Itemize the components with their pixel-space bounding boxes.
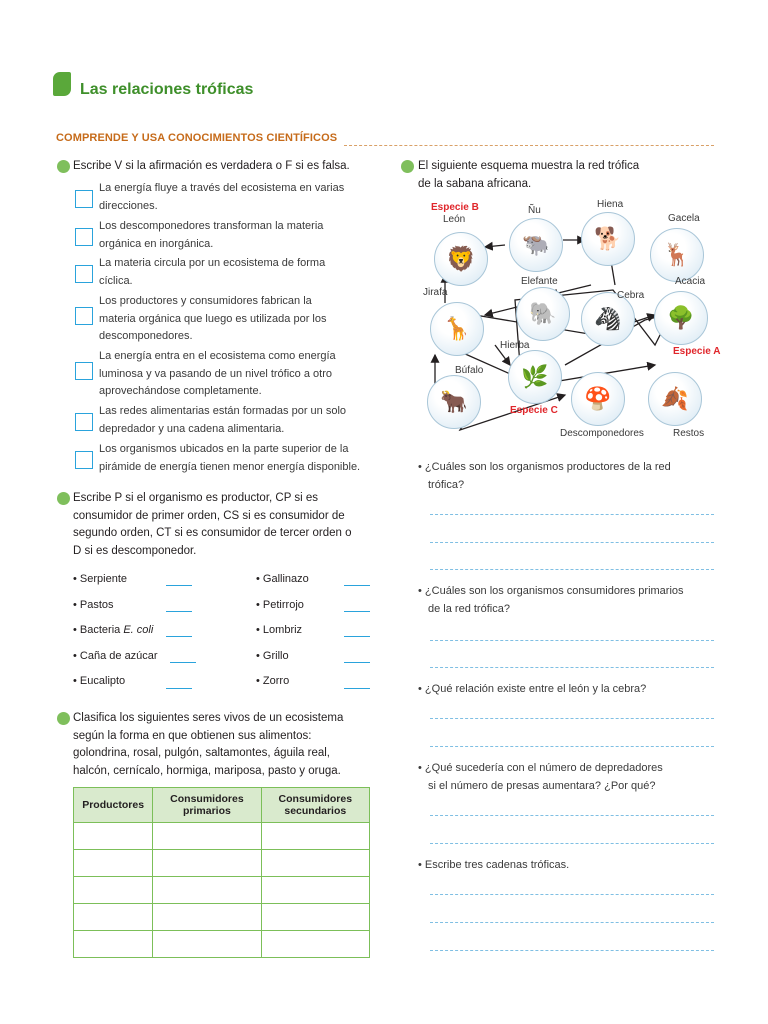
answer-line[interactable]	[430, 843, 714, 844]
wildebeest-node	[509, 218, 563, 272]
label-restos: Restos	[673, 428, 705, 439]
header-consumidores-secundarios: Consumidores secundarios	[261, 788, 369, 823]
gazelle-node	[650, 228, 704, 282]
table-cell[interactable]	[261, 850, 369, 877]
answer-line[interactable]	[430, 640, 714, 641]
classification-table	[73, 787, 370, 958]
table-cell[interactable]	[153, 904, 261, 931]
label-bufalo: Búfalo	[455, 365, 484, 376]
leaf-bullet-icon	[57, 492, 70, 505]
vf-checkbox-2[interactable]	[75, 228, 93, 246]
label-nu: Ñu	[528, 205, 541, 216]
statement-6: Las redes alimentarias están formadas por un solo depredador y una cadena alimentaria.	[99, 405, 347, 435]
answer-line[interactable]	[430, 542, 714, 543]
answer-blank[interactable]	[166, 611, 192, 612]
gazelle-icon: 🦌	[663, 242, 691, 267]
organism-item: • Eucalipto	[73, 675, 126, 687]
answer-blank[interactable]	[344, 611, 370, 612]
answer-line[interactable]	[430, 667, 714, 668]
q3-prompt: Clasifica los siguientes seres vivos de un ecosistema según la forma en que obtienen sus alimentos: golondrina, rosal, pulgón, saltamontes, águila real, halcón, cernícalo, hormiga, mariposa, pasto y oruga.	[73, 712, 344, 777]
statement-2: Los descomponedores transforman la materia orgánica en inorgánica.	[99, 220, 324, 250]
answer-line[interactable]	[430, 922, 714, 923]
statement-5: La energía entra en el ecosistema como energía luminosa y va pasando de un nivel trófico a otro aprovechándose completamente.	[99, 350, 336, 397]
table-row	[74, 904, 370, 931]
answer-line[interactable]	[430, 950, 714, 951]
buffalo-icon: 🐂	[440, 389, 468, 414]
label-leon: León	[443, 214, 466, 225]
vf-checkbox-5[interactable]	[75, 362, 93, 380]
answer-blank[interactable]	[170, 662, 196, 663]
section-divider	[344, 145, 714, 146]
hyena-icon: 🐕	[594, 226, 622, 251]
label-acacia: Acacia	[675, 276, 706, 287]
label-especie-c: Especie C	[510, 405, 558, 416]
label-especie-a: Especie A	[673, 346, 721, 357]
label-gacela: Gacela	[668, 213, 700, 224]
label-hierba: Hierba	[500, 340, 530, 351]
table-row	[74, 823, 370, 850]
section-heading: COMPRENDE Y USA CONOCIMIENTOS CIENTÍFICOS	[56, 132, 338, 144]
answer-blank[interactable]	[344, 585, 370, 586]
table-cell[interactable]	[74, 931, 153, 958]
vf-checkbox-1[interactable]	[75, 190, 93, 208]
table-row	[74, 877, 370, 904]
organism-item: • Caña de azúcar	[73, 650, 158, 662]
elephant-icon: 🐘	[529, 301, 557, 326]
vf-checkbox-3[interactable]	[75, 265, 93, 283]
organism-item: • Gallinazo	[256, 573, 309, 585]
leaf-bullet-icon	[57, 712, 70, 725]
answer-line[interactable]	[430, 746, 714, 747]
giraffe-node	[430, 302, 484, 356]
answer-line[interactable]	[430, 894, 714, 895]
question-3: • ¿Qué relación existe entre el león y la cebra?	[418, 683, 647, 695]
organism-item: • Lombriz	[256, 624, 303, 636]
remains-node	[648, 372, 702, 426]
table-cell[interactable]	[153, 823, 261, 850]
title-leaf-icon	[53, 72, 71, 96]
answer-blank[interactable]	[344, 636, 370, 637]
giraffe-icon: 🦒	[443, 316, 471, 341]
q2-prompt: Escribe P si el organismo es productor, CP si es consumidor de primer orden, CS si es consumidor de segundo orden, CT si es consumidor de tercer orden o D si es descomponedor.	[73, 492, 352, 557]
hyena-node	[581, 212, 635, 266]
statement-3: La materia circula por un ecosistema de forma cíclica.	[99, 257, 326, 287]
vf-checkbox-4[interactable]	[75, 307, 93, 325]
table-cell[interactable]	[261, 931, 369, 958]
buffalo-node	[427, 375, 481, 429]
organism-item: • Pastos	[73, 599, 114, 611]
statement-7: Los organismos ubicados en la parte superior de la pirámide de energía tienen menor energía disponible.	[99, 443, 361, 473]
answer-blank[interactable]	[344, 688, 370, 689]
table-cell[interactable]	[74, 904, 153, 931]
answer-line[interactable]	[430, 514, 714, 515]
organism-item: • Zorro	[256, 675, 290, 687]
decomposers-icon: 🍄	[584, 386, 612, 411]
wildebeest-icon: 🐃	[522, 232, 550, 257]
q4-prompt: El siguiente esquema muestra la red trófica de la sabana africana.	[418, 160, 640, 190]
table-cell[interactable]	[153, 850, 261, 877]
zebra-icon: 🦓	[594, 306, 622, 331]
answer-line[interactable]	[430, 569, 714, 570]
grass-icon: 🌿	[521, 364, 549, 389]
lion-node	[434, 232, 488, 286]
label-cebra: Cebra	[617, 290, 645, 301]
organism-item: • Grillo	[256, 650, 289, 662]
question-4: • ¿Qué sucedería con el número de depredadores si el número de presas aumentara? ¿Por qué?	[418, 762, 663, 792]
header-productores: Productores	[74, 788, 153, 823]
question-5: • Escribe tres cadenas tróficas.	[418, 859, 570, 871]
answer-line[interactable]	[430, 815, 714, 816]
question-1: • ¿Cuáles son los organismos productores de la red trófica?	[418, 461, 671, 491]
remains-icon: 🍂	[661, 386, 689, 411]
label-especie-b: Especie B	[431, 202, 479, 213]
table-cell[interactable]	[153, 931, 261, 958]
lion-icon: 🦁	[446, 245, 476, 273]
table-row	[74, 931, 370, 958]
vf-checkbox-6[interactable]	[75, 413, 93, 431]
table-row	[74, 850, 370, 877]
question-2: • ¿Cuáles son los organismos consumidores primarios de la red trófica?	[418, 585, 684, 615]
answer-blank[interactable]	[344, 662, 370, 663]
answer-blank[interactable]	[166, 636, 192, 637]
elephant-node	[516, 287, 570, 341]
label-hiena: Hiena	[597, 199, 624, 210]
answer-blank[interactable]	[166, 585, 192, 586]
statement-1: La energía fluye a través del ecosistema en varias direcciones.	[99, 182, 345, 212]
page-title: Las relaciones tróficas	[80, 81, 254, 98]
statement-4: Los productores y consumidores fabrican la materia orgánica que luego es utilizada por los descomponedores.	[99, 295, 327, 342]
acacia-node	[654, 291, 708, 345]
organism-item: • Serpiente	[73, 573, 128, 585]
organism-item: • Bacteria E. coli	[73, 624, 154, 636]
table-cell[interactable]	[261, 904, 369, 931]
table-cell[interactable]	[261, 877, 369, 904]
q1-prompt: Escribe V si la afirmación es verdadera o F si es falsa.	[73, 160, 350, 172]
header-consumidores-primarios: Consumidores primarios	[153, 788, 261, 823]
table-cell[interactable]	[74, 823, 153, 850]
table-cell[interactable]	[153, 877, 261, 904]
label-jirafa: Jirafa	[423, 287, 448, 298]
label-descomponedores: Descomponedores	[560, 428, 644, 439]
vf-checkbox-7[interactable]	[75, 451, 93, 469]
leaf-bullet-icon	[57, 160, 70, 173]
label-elefante: Elefante	[521, 276, 558, 287]
leaf-bullet-icon	[401, 160, 414, 173]
organism-item: • Petirrojo	[256, 599, 304, 611]
table-cell[interactable]	[261, 823, 369, 850]
table-cell[interactable]	[74, 877, 153, 904]
answer-line[interactable]	[430, 718, 714, 719]
table-cell[interactable]	[74, 850, 153, 877]
decomposers-node	[571, 372, 625, 426]
acacia-icon: 🌳	[667, 305, 695, 330]
answer-blank[interactable]	[166, 688, 192, 689]
grass-node	[508, 350, 562, 404]
